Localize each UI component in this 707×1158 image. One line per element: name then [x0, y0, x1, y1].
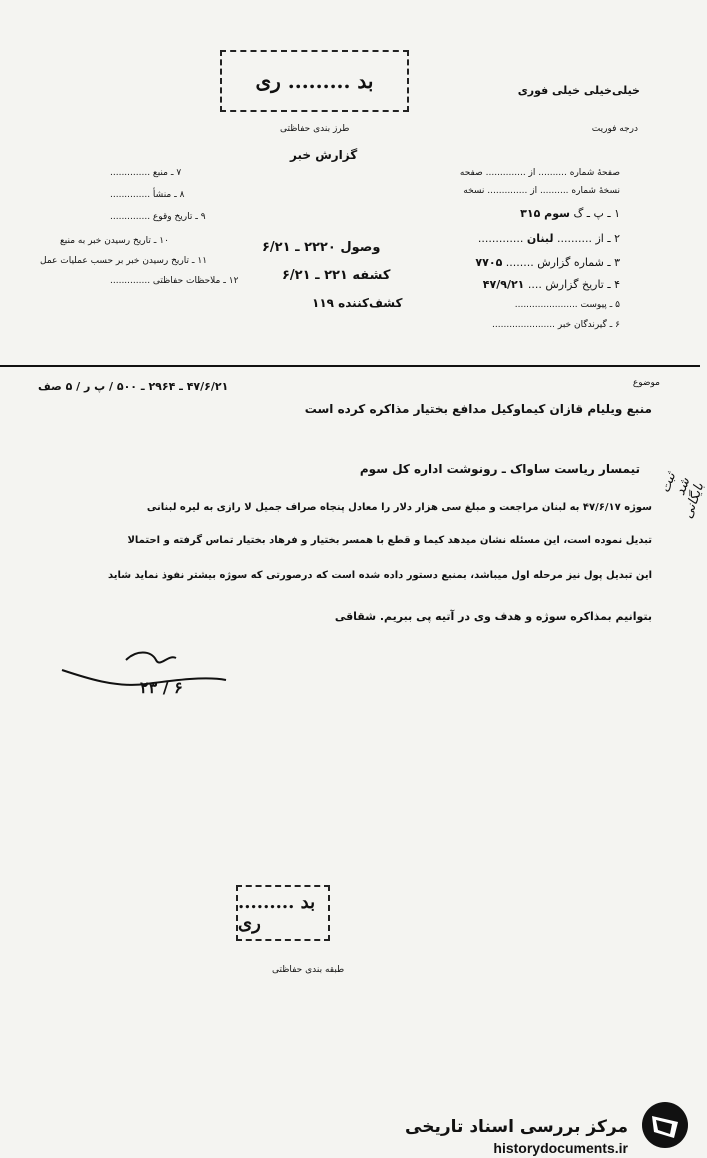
field-occurrence-date: ۹ ـ تاریخ وقوع .............. [110, 212, 206, 222]
bottom-classification-stamp [236, 885, 330, 941]
field-attachment: ۵ ـ پیوست ...................... [514, 300, 620, 310]
logo-icon [642, 1102, 688, 1148]
field-copy-number: نسخهٔ شماره .......... از .............. نسخه [463, 186, 620, 196]
watermark-title: مرکز بررسی اسناد تاریخی [405, 1117, 628, 1137]
stamp-text: بد ......... ری [255, 69, 374, 93]
report-title: گزارش خبر [290, 148, 358, 162]
body-line: این تبدیل پول نیز مرحله اول میباشد، بمنبع دستور داده شده است که درصورتی که سوژه بیشتر نفوذ نماید شاید [108, 570, 652, 581]
field-ops-date: ۱۱ ـ تاریخ رسیدن خبر بر حسب عملیات عمل [40, 256, 208, 266]
field-report-number: ۳ ـ شماره گزارش ........ ۷۷۰۵ [475, 256, 620, 269]
field-source: ۷ ـ منبع .............. [110, 168, 182, 178]
field-recipients: ۶ ـ گیرندگان خبر ...................... [492, 320, 620, 330]
body-line: تیمسار ریاست ساواک ـ رونوشت اداره کل سوم [359, 462, 640, 476]
divider [0, 365, 700, 367]
body-line: تبدیل نموده است، این مسئله نشان میدهد کیما و قطع با همسر بختیار و فرهاد بختیار تماس گرفته و احتمالا [127, 535, 652, 546]
field-origin: ۸ ـ منشأ .............. [110, 190, 185, 200]
body-line: سوژه ۴۷/۶/۱۷ به لبنان مراجعت و مبلغ سی هزار دلار را معادل پنجاه صراف جمیل لا رازی به لیره لبنانی [146, 502, 652, 513]
signature-date: ۲۳ / ۶ [140, 678, 183, 697]
urgency-text: خیلی‌خیلی خیلی فوری [517, 84, 640, 97]
decoder-stamp: کشف‌کننده ۱۱۹ [312, 296, 403, 310]
reference-number: ۴۷/۶/۲۱ ـ ۲۹۶۴ ـ ۵۰۰ / پ ر / ۵ صف [38, 380, 229, 393]
field-pg: ۱ ـ پ ـ گ سوم ۳۱۵ [520, 207, 620, 220]
bottom-classification-label: طبقه بندی حفاظتی [272, 965, 345, 975]
field-from: ۲ ـ از .......... لبنان ............. [477, 232, 620, 245]
handwritten-signature [56, 640, 236, 710]
receipt-stamp: وصول ۲۲۲۰ ـ ۶/۲۱ [262, 240, 381, 255]
subject-label: موضوع [632, 378, 660, 388]
field-security-notes: ۱۲ ـ ملاحظات حفاظتی .............. [110, 276, 239, 286]
bottom-stamp-text: بد ......... ری [238, 892, 316, 934]
top-classification-stamp [220, 50, 409, 112]
margin-note: ثبت شد بایگانی [658, 470, 707, 521]
watermark-url: historydocuments.ir [493, 1140, 628, 1156]
field-arrival-date: ۱۰ ـ تاریخ رسیدن خبر به منبع [60, 236, 169, 246]
body-line: بتوانیم بمذاکره سوژه و هدف وی در آتیه پی ببریم. شقاقی [334, 610, 652, 623]
decode-stamp: کشفه ۲۲۱ ـ ۶/۲۱ [282, 268, 391, 283]
field-page-number: صفحهٔ شماره .......... از .............. صفحه [459, 168, 620, 178]
subject-text: منبع ویلیام قازان کیماوکیل مدافع بختیار مذاکره کرده است [304, 402, 652, 416]
urgency-label: درجه فوریت [591, 124, 638, 134]
classification-label: طرز بندی حفاظتی [280, 124, 350, 134]
field-report-date: ۴ ـ تاریخ گزارش .... ۴۷/۹/۲۱ [482, 278, 620, 291]
